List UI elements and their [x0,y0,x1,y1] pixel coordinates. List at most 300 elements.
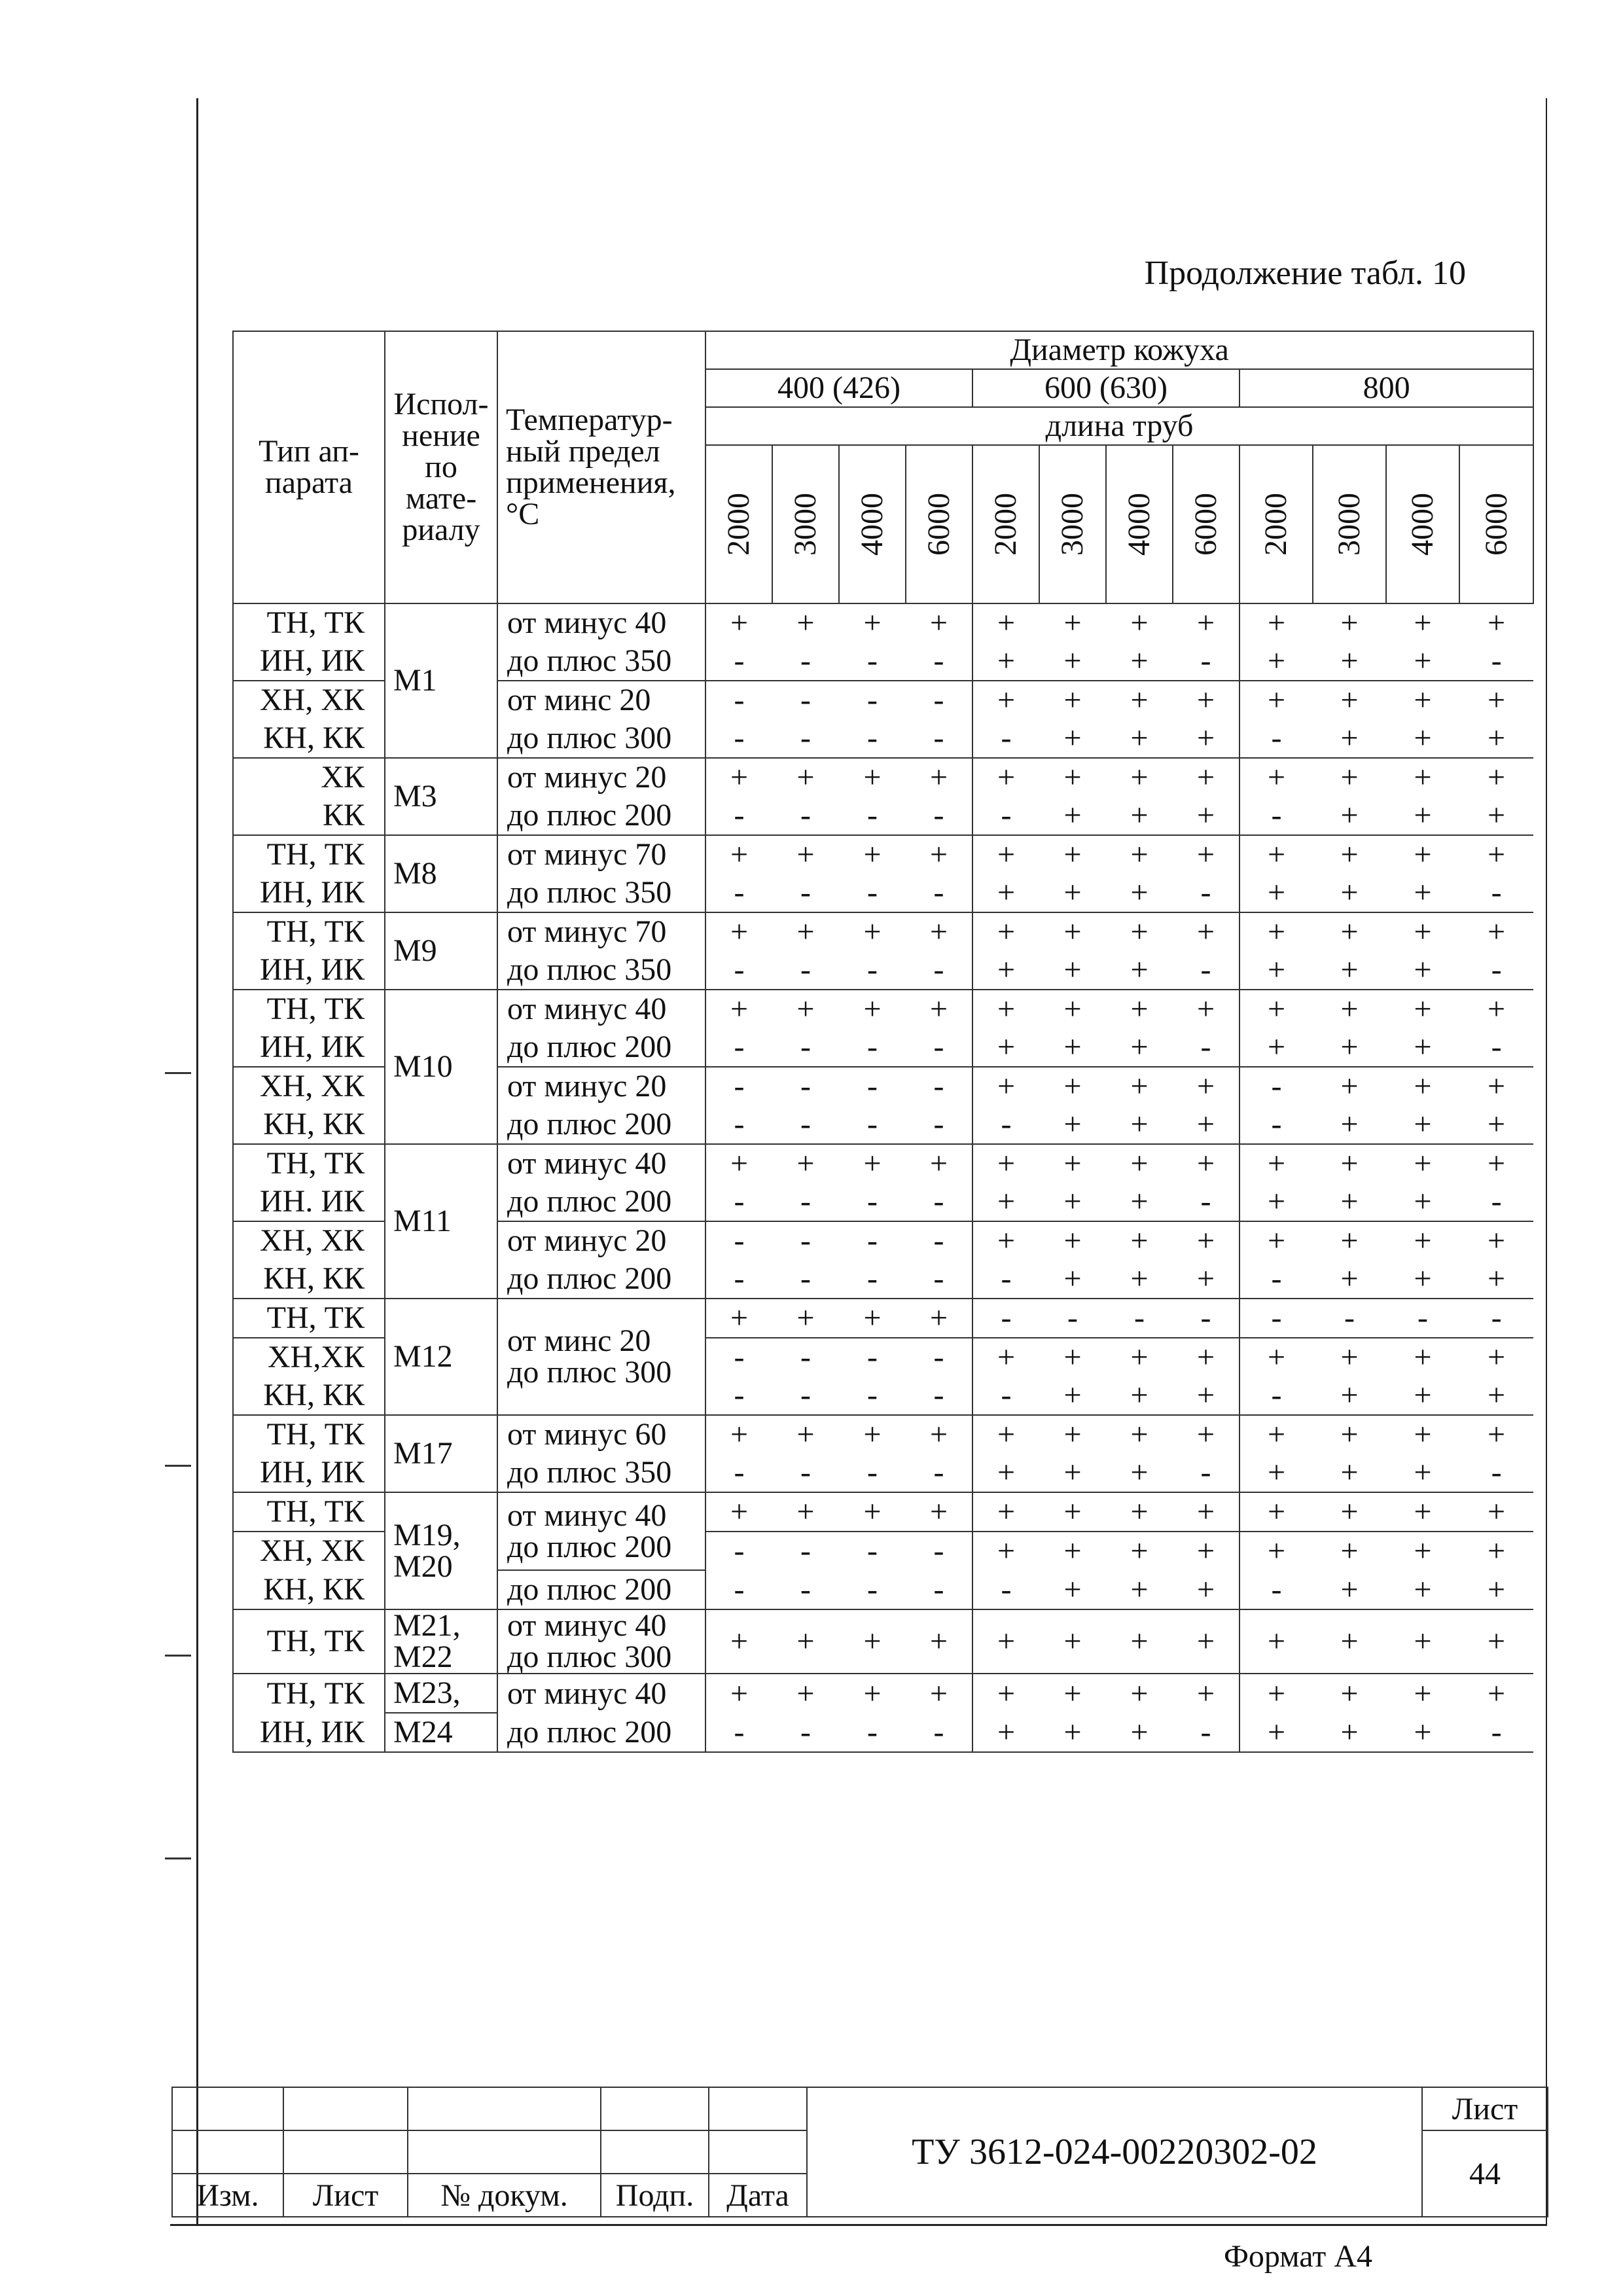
cell-apparatus-type: ХН,ХК [233,1338,385,1376]
cell-applicability-mark: + [1240,1144,1313,1183]
cell-applicability-mark: + [839,990,906,1028]
table-row [233,1674,1533,1713]
cell-applicability-mark: + [1313,951,1386,990]
cell-applicability-mark: + [972,1492,1039,1532]
cell-applicability-mark: - [705,642,772,681]
cell-applicability-mark: + [772,1609,839,1674]
cell-applicability-mark: + [1039,1183,1106,1221]
cell-applicability-mark: + [1386,1105,1459,1144]
cell-applicability-mark: + [1106,1183,1173,1221]
cell-apparatus-type: ТН, ТК [233,1415,385,1454]
cell-applicability-mark: - [1240,1067,1313,1105]
cell-applicability-mark: - [839,719,906,758]
cell-applicability-mark: + [1240,874,1313,912]
cell-applicability-mark: + [1386,874,1459,912]
cell-applicability-mark: + [1240,642,1313,681]
cell-applicability-mark: + [1173,1570,1240,1609]
cell-applicability-mark: + [1313,1183,1386,1221]
tube-length-label: 4000 [855,493,889,556]
cell-applicability-mark: + [1313,758,1386,797]
cell-applicability-mark: + [1039,912,1106,951]
cell-applicability-mark: + [1106,1415,1173,1454]
cell-applicability-mark: + [1039,1415,1106,1454]
cell-apparatus-type: ИН, ИК [233,1028,385,1067]
header-tube-length-value [1039,445,1106,603]
cell-applicability-mark: + [1039,797,1106,835]
cell-apparatus-type: ИН, ИК [233,874,385,912]
cell-applicability-mark: + [906,1609,972,1674]
cell-applicability-mark: - [772,681,839,719]
cell-applicability-mark: + [1106,1221,1173,1260]
cell-applicability-mark: - [1106,1299,1173,1338]
cell-applicability-mark: + [1386,1492,1459,1532]
cell-applicability-mark: + [1386,642,1459,681]
tube-length-label: 4000 [1405,493,1440,556]
cell-applicability-mark: - [906,1532,972,1570]
cell-applicability-mark: - [705,874,772,912]
cell-temperature-limit: до плюс 200 [497,797,705,835]
cell-temperature-limit: до плюс 200 [497,1183,705,1221]
cell-temperature-limit: до плюс 200 [497,1105,705,1144]
cell-applicability-mark: - [1173,642,1240,681]
cell-applicability-mark: - [1240,1105,1313,1144]
title-block-cell [408,2130,601,2174]
cell-apparatus-type: ИН, ИК [233,1454,385,1492]
cell-apparatus-type: КН, КК [233,1105,385,1144]
cell-applicability-mark: + [1106,719,1173,758]
cell-temperature-limit: от минус 40 до плюс 300 [497,1609,705,1674]
title-block-cell [709,2087,807,2130]
title-block [171,2087,1548,2217]
cell-applicability-mark: + [1106,1609,1173,1674]
cell-applicability-mark: + [1106,1067,1173,1105]
cell-applicability-mark: - [705,1713,772,1752]
cell-applicability-mark: + [972,1144,1039,1183]
cell-applicability-mark: + [705,912,772,951]
cell-applicability-mark: - [839,1376,906,1415]
margin-tick-mark [165,1655,191,1657]
header-diameter-400: 400 (426) [705,369,972,407]
cell-applicability-mark: + [705,1609,772,1674]
cell-applicability-mark: + [1039,1221,1106,1260]
cell-apparatus-type: ТН, ТК [233,912,385,951]
cell-applicability-mark: + [705,1415,772,1454]
cell-apparatus-type: ИН, ИК [233,1713,385,1752]
cell-applicability-mark: - [906,1183,972,1221]
table-header [233,331,1533,603]
cell-applicability-mark: + [972,603,1039,642]
cell-applicability-mark: - [839,951,906,990]
cell-apparatus-type: ТН, ТК [233,603,385,642]
cell-applicability-mark: + [1173,1221,1240,1260]
cell-applicability-mark: + [1106,1454,1173,1492]
cell-applicability-mark: + [1313,1415,1386,1454]
cell-applicability-mark: + [1039,1674,1106,1713]
cell-applicability-mark: + [1459,758,1533,797]
cell-applicability-mark: - [1459,874,1533,912]
cell-applicability-mark: - [906,681,972,719]
cell-temperature-limit: от минус 70 [497,912,705,951]
cell-applicability-mark: + [1240,1674,1313,1713]
cell-applicability-mark: + [1240,1415,1313,1454]
cell-applicability-mark: + [906,1144,972,1183]
cell-applicability-mark: - [772,951,839,990]
cell-applicability-mark: - [906,951,972,990]
frame-left-border [196,98,198,2225]
cell-applicability-mark: + [1386,681,1459,719]
table-body [233,603,1533,1752]
cell-applicability-mark: + [839,1492,906,1532]
cell-applicability-mark: - [972,719,1039,758]
cell-applicability-mark: + [1173,1532,1240,1570]
cell-applicability-mark: + [1106,1713,1173,1752]
cell-applicability-mark: - [906,874,972,912]
cell-applicability-mark: - [772,719,839,758]
cell-applicability-mark: - [906,719,972,758]
cell-applicability-mark: + [1386,990,1459,1028]
cell-applicability-mark: + [1106,912,1173,951]
cell-applicability-mark: + [1313,1376,1386,1415]
cell-applicability-mark: + [1173,603,1240,642]
cell-applicability-mark: - [1240,1260,1313,1299]
cell-applicability-mark: - [705,1067,772,1105]
cell-applicability-mark: + [1313,912,1386,951]
cell-applicability-mark: + [1106,1492,1173,1532]
cell-applicability-mark: + [1313,1028,1386,1067]
cell-temperature-limit: от минус 40 [497,1144,705,1183]
cell-applicability-mark: - [705,1183,772,1221]
cell-apparatus-type: КН, КК [233,1570,385,1609]
cell-applicability-mark: + [772,1415,839,1454]
cell-applicability-mark: + [1039,758,1106,797]
cell-applicability-mark: - [772,1338,839,1376]
header-tube-length-value [1313,445,1386,603]
cell-applicability-mark: - [705,1260,772,1299]
cell-applicability-mark: - [906,1454,972,1492]
cell-apparatus-type: ТН, ТК [233,835,385,874]
cell-applicability-mark: + [839,1674,906,1713]
cell-applicability-mark: + [1106,1674,1173,1713]
cell-applicability-mark: - [839,1105,906,1144]
header-temperature-limit: Температур- ный предел применения, °С [497,331,705,603]
cell-applicability-mark: + [1313,1454,1386,1492]
cell-applicability-mark: + [772,835,839,874]
cell-applicability-mark: + [1039,1609,1106,1674]
cell-apparatus-type: ХК [233,758,385,797]
cell-applicability-mark: - [1173,1713,1240,1752]
cell-applicability-mark: + [906,603,972,642]
cell-applicability-mark: - [1173,874,1240,912]
cell-applicability-mark: + [1240,1532,1313,1570]
cell-applicability-mark: + [972,1028,1039,1067]
cell-applicability-mark: + [1459,1144,1533,1183]
cell-applicability-mark: + [1039,1713,1106,1752]
cell-applicability-mark: + [1313,1609,1386,1674]
margin-tick-mark [165,1465,191,1467]
cell-applicability-mark: + [839,1415,906,1454]
cell-applicability-mark: + [1313,1144,1386,1183]
cell-applicability-mark: + [1313,1532,1386,1570]
header-apparatus-type: Тип ап- парата [233,331,385,603]
cell-temperature-limit: от минус 20 [497,1067,705,1105]
cell-applicability-mark: + [1459,1415,1533,1454]
table-row [233,603,1533,642]
cell-applicability-mark: - [1173,1454,1240,1492]
cell-applicability-mark: - [705,1570,772,1609]
tube-length-label: 2000 [1258,493,1293,556]
cell-applicability-mark: + [972,642,1039,681]
cell-applicability-mark: + [1459,1376,1533,1415]
cell-applicability-mark: - [1459,1028,1533,1067]
cell-applicability-mark: - [839,1713,906,1752]
cell-temperature-limit: от минус 40 [497,1674,705,1713]
header-tube-length-value [705,445,772,603]
cell-applicability-mark: + [1459,719,1533,758]
cell-applicability-mark: - [906,642,972,681]
cell-applicability-mark: + [1386,1713,1459,1752]
cell-applicability-mark: + [1240,758,1313,797]
cell-applicability-mark: + [1459,681,1533,719]
cell-applicability-mark: + [1173,912,1240,951]
cell-applicability-mark: + [1313,1570,1386,1609]
cell-applicability-mark: - [839,1183,906,1221]
cell-applicability-mark: + [972,1183,1039,1221]
cell-applicability-mark: + [1313,1221,1386,1260]
cell-applicability-mark: + [1386,1144,1459,1183]
cell-applicability-mark: + [839,758,906,797]
cell-temperature-limit: до плюс 350 [497,874,705,912]
cell-applicability-mark: + [1240,951,1313,990]
cell-applicability-mark: + [1386,1570,1459,1609]
cell-applicability-mark: - [1313,1299,1386,1338]
cell-applicability-mark: + [1459,912,1533,951]
title-block-cell [283,2087,408,2130]
cell-applicability-mark: + [1240,1338,1313,1376]
cell-apparatus-type: ТН, ТК [233,1299,385,1338]
cell-applicability-mark: + [906,990,972,1028]
cell-apparatus-type: КН, КК [233,1260,385,1299]
cell-applicability-mark: + [906,912,972,951]
table-row [233,835,1533,874]
cell-temperature-limit: до плюс 200 [497,1713,705,1752]
sheet-label: Лист [1422,2087,1548,2130]
cell-applicability-mark: - [1240,1570,1313,1609]
cell-applicability-mark: + [1173,1492,1240,1532]
cell-applicability-mark: - [772,797,839,835]
cell-applicability-mark: - [772,1067,839,1105]
cell-apparatus-type: КК [233,797,385,835]
table-row [233,990,1533,1028]
header-tube-length: длина труб [705,407,1533,445]
cell-material-execution: М23, [385,1674,497,1713]
cell-applicability-mark: + [972,874,1039,912]
tube-length-label: 6000 [1188,493,1223,556]
cell-applicability-mark: + [1313,797,1386,835]
cell-applicability-mark: + [705,758,772,797]
header-material-execution: Испол- нение по мате- риалу [385,331,497,603]
cell-temperature-limit: от минус 40 до плюс 200 [497,1492,705,1570]
cell-applicability-mark: - [906,797,972,835]
cell-applicability-mark: - [705,719,772,758]
cell-applicability-mark: - [839,642,906,681]
cell-applicability-mark: + [772,990,839,1028]
cell-applicability-mark: + [1039,1532,1106,1570]
cell-applicability-mark: + [772,1299,839,1338]
cell-applicability-mark: - [839,1570,906,1609]
cell-applicability-mark: + [972,990,1039,1028]
table-row [233,1492,1533,1532]
cell-applicability-mark: + [1106,797,1173,835]
cell-applicability-mark: + [1459,1105,1533,1144]
cell-applicability-mark: - [1386,1299,1459,1338]
cell-applicability-mark: + [1106,1105,1173,1144]
cell-applicability-mark: + [1106,1260,1173,1299]
cell-applicability-mark: + [1459,990,1533,1028]
tube-length-label: 4000 [1122,493,1156,556]
cell-applicability-mark: - [839,1260,906,1299]
cell-applicability-mark: + [772,758,839,797]
cell-material-execution: М9 [385,912,497,990]
table-row [233,1415,1533,1454]
header-diameter-800: 800 [1240,369,1533,407]
cell-applicability-mark: - [772,1260,839,1299]
cell-applicability-mark: - [705,1532,772,1570]
cell-applicability-mark: + [1039,681,1106,719]
cell-applicability-mark: + [1173,1674,1240,1713]
cell-applicability-mark: + [1039,1376,1106,1415]
cell-applicability-mark: - [705,681,772,719]
cell-applicability-mark: + [1240,1609,1313,1674]
cell-applicability-mark: - [772,1532,839,1570]
table-row [233,912,1533,951]
cell-apparatus-type: КН, КК [233,719,385,758]
cell-applicability-mark: + [1240,912,1313,951]
cell-applicability-mark: + [972,912,1039,951]
table-row [233,758,1533,797]
cell-applicability-mark: + [1313,1067,1386,1105]
cell-applicability-mark: + [705,835,772,874]
cell-temperature-limit: от минус 20 [497,1221,705,1260]
cell-apparatus-type: ИН, ИК [233,951,385,990]
cell-applicability-mark: + [1173,990,1240,1028]
cell-applicability-mark: + [772,1674,839,1713]
cell-applicability-mark: + [1173,1609,1240,1674]
cell-apparatus-type: ТН, ТК [233,1492,385,1532]
cell-applicability-mark: + [1173,1105,1240,1144]
cell-applicability-mark: - [1459,951,1533,990]
cell-apparatus-type: ИН. ИК [233,1183,385,1221]
cell-applicability-mark: + [1386,1067,1459,1105]
cell-applicability-mark: - [772,1221,839,1260]
cell-applicability-mark: + [772,912,839,951]
header-tube-length-value [1459,445,1533,603]
cell-applicability-mark: + [839,1299,906,1338]
cell-applicability-mark: - [772,1028,839,1067]
cell-applicability-mark: + [1039,1454,1106,1492]
cell-applicability-mark: + [972,1221,1039,1260]
cell-applicability-mark: + [1386,1454,1459,1492]
tube-length-label: 6000 [1478,493,1514,556]
cell-material-execution: М1 [385,603,497,758]
cell-material-execution: М17 [385,1415,497,1492]
cell-applicability-mark: - [1459,1454,1533,1492]
margin-tick-mark [165,1857,191,1859]
cell-applicability-mark: - [839,1221,906,1260]
cell-applicability-mark: - [972,1105,1039,1144]
cell-applicability-mark: + [839,835,906,874]
cell-applicability-mark: + [906,1492,972,1532]
cell-applicability-mark: + [1386,719,1459,758]
cell-applicability-mark: + [1386,1221,1459,1260]
cell-applicability-mark: + [839,603,906,642]
cell-applicability-mark: + [1386,1609,1459,1674]
column-signature: Подп. [601,2174,709,2217]
cell-applicability-mark: + [1459,1492,1533,1532]
cell-applicability-mark: + [906,1299,972,1338]
cell-applicability-mark: + [1313,642,1386,681]
cell-applicability-mark: + [1313,1338,1386,1376]
cell-applicability-mark: - [1459,1299,1533,1338]
frame-right-border [1546,98,1547,2225]
title-block-cell [601,2087,709,2130]
cell-applicability-mark: + [1386,951,1459,990]
cell-applicability-mark: + [1459,1570,1533,1609]
cell-applicability-mark: - [1173,951,1240,990]
cell-applicability-mark: + [1386,1260,1459,1299]
cell-applicability-mark: + [1039,835,1106,874]
cell-apparatus-type: ХН, ХК [233,1067,385,1105]
cell-applicability-mark: + [705,990,772,1028]
cell-applicability-mark: - [772,1105,839,1144]
cell-applicability-mark: - [1173,1183,1240,1221]
cell-applicability-mark: - [705,1454,772,1492]
header-tube-length-value [906,445,972,603]
table-caption: Продолжение табл. 10 [1144,255,1466,292]
title-block-cell [172,2130,283,2174]
cell-applicability-mark: + [1240,1713,1313,1752]
column-sheet: Лист [283,2174,408,2217]
cell-applicability-mark: + [1240,1492,1313,1532]
cell-applicability-mark: + [705,1492,772,1532]
header-tube-length-value [839,445,906,603]
header-tube-length-value [1173,445,1240,603]
cell-applicability-mark: + [972,1067,1039,1105]
header-shell-diameter: Диаметр кожуха [705,331,1533,369]
cell-applicability-mark: - [839,1338,906,1376]
cell-applicability-mark: - [1173,1299,1240,1338]
cell-applicability-mark: + [1313,835,1386,874]
cell-temperature-limit: от минус 70 [497,835,705,874]
title-block-cell [408,2087,601,2130]
cell-applicability-mark: + [1039,1105,1106,1144]
cell-applicability-mark: + [1173,719,1240,758]
cell-applicability-mark: + [1386,1674,1459,1713]
cell-applicability-mark: + [1386,1338,1459,1376]
title-block-cell [601,2130,709,2174]
cell-applicability-mark: + [1106,681,1173,719]
table-row [233,1609,1533,1674]
title-block-cell [709,2130,807,2174]
cell-applicability-mark: - [1173,1028,1240,1067]
cell-material-execution: М24 [385,1713,497,1752]
frame-bottom-border [170,2224,1547,2226]
cell-temperature-limit: от минус 20 [497,758,705,797]
cell-applicability-mark: + [1106,1338,1173,1376]
cell-applicability-mark: + [1173,1260,1240,1299]
cell-applicability-mark: + [1173,797,1240,835]
cell-apparatus-type: ХН, ХК [233,1221,385,1260]
cell-temperature-limit: до плюс 200 [497,1260,705,1299]
